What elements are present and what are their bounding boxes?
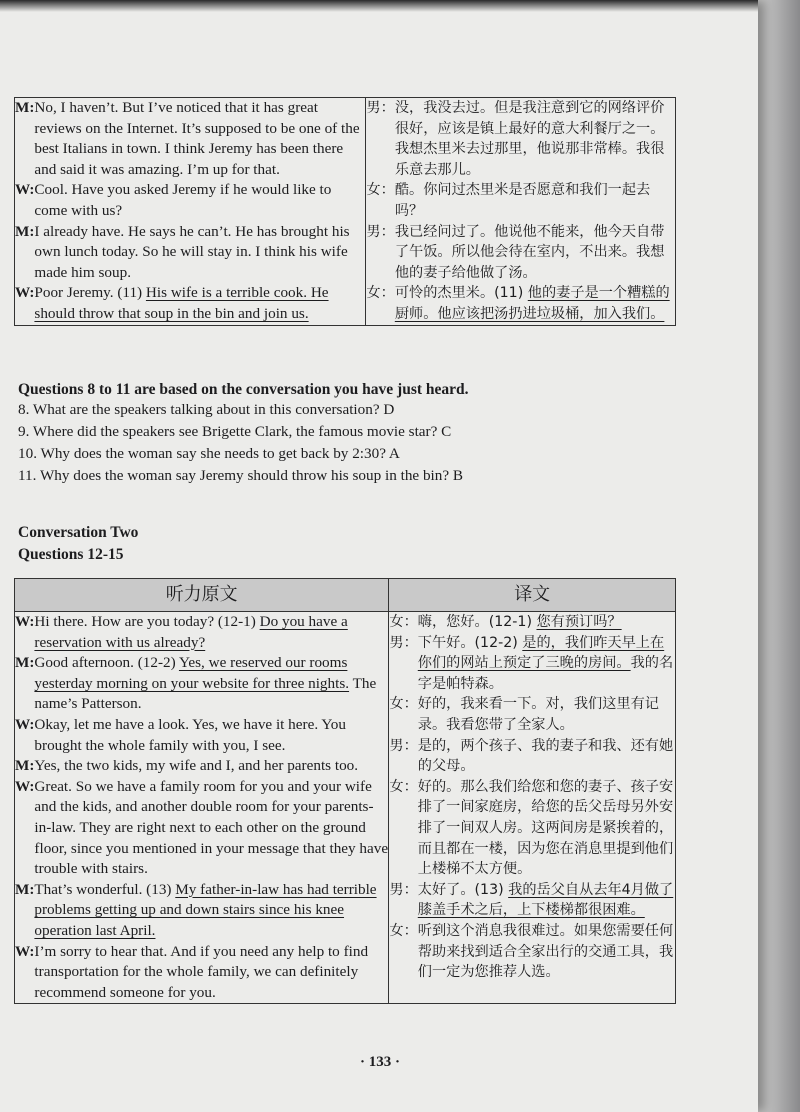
text-run: 酷。你问过杰里米是否愿意和我们一起去吗？ [394,182,651,219]
english-column [15,98,366,326]
dialogue-text [418,612,675,633]
header-original: 听力原文 [15,579,389,612]
speaker-label: M: [15,880,35,898]
underlined-answer: His wife is a terrible cook. He should throw that soup in the bin and join us. [34,284,329,322]
underlined-answer: 我的岳父自从去年4月做了膝盖手术之后，上下楼梯都很困难。 [417,881,674,919]
text-run: No, I haven’t. But I’ve noticed that it has great reviews on the Internet. It’s supposed to be one of the best Italians in town. I think Jeremy has been there and said it was amazing. I’m up for that. [34,99,360,178]
dialogue-text [34,653,388,715]
speaker-label: 女： [366,285,395,302]
speaker-label: 男： [366,223,395,240]
dialogue-text [34,942,388,1004]
dialogue-text [34,283,365,324]
dialogue-turn [15,98,365,180]
speaker-label: M: [15,222,35,240]
dialogue-text [418,633,675,695]
conversation-questions: Questions 12-15 [18,546,124,563]
dialogue-text [418,921,675,983]
dialogue-turn [366,180,675,221]
dialogue-turn [15,880,388,942]
dialogue-turn [366,98,675,180]
text-run: Yes, the two kids, my wife and I, and her parents too. [34,757,359,775]
dialogue-turn [366,283,675,324]
question-10: 10. Why does the woman say she needs to get back by 2:30? A [18,445,400,462]
dialogue-table-1 [14,97,676,326]
dialogue-text [34,222,365,284]
dialogue-turn [15,942,388,1004]
question-11: 11. Why does the woman say Jeremy should throw his soup in the bin? B [18,467,464,484]
speaker-label: W: [15,777,35,795]
dialogue-text [418,777,675,880]
english-column [15,612,389,1004]
underlined-answer: My father-in-law has had terrible problems getting up and down stairs since his knee operation last April. [34,880,377,939]
dialogue-text [395,180,675,221]
dialogue-text [418,736,675,777]
text-run: Hi there. How are you today? (12-1) [34,613,260,630]
dialogue-text [34,756,388,777]
chinese-column [389,612,676,1004]
dialogue-turn [389,777,675,880]
underlined-answer: 您有预订吗？ [536,614,622,630]
text-run: Good afternoon. (12-2) [34,654,179,672]
question-9: 9. Where did the speakers see Brigette Clark, the famous movie star? C [18,423,452,440]
speaker-label: 男： [389,737,418,754]
text-run: 好的，我来看一下。对，我们这里有记录。我看您带了全家人。 [417,696,659,733]
speaker-label: 女： [389,696,418,713]
text-run: Great. So we have a family room for you and your wife and the kids, and another double room for your parents-in-law. They are right next to each other on the ground floor, since you mentioned in your message that they have trouble with stairs. [34,777,389,878]
text-run: Cool. Have you asked Jeremy if he would like to come with us? [34,181,332,219]
dialogue-turn [15,612,388,653]
speaker-label: W: [15,181,35,199]
speaker-label: M: [15,99,35,116]
speaker-label: 女： [389,922,418,939]
text-run: 嗨，您好。(12-1) [417,614,537,630]
dialogue-turn [389,633,675,695]
underlined-answer: Do you have a reservation with us already? [34,613,348,651]
dialogue-text [34,98,365,180]
dialogue-turn [15,222,365,284]
dialogue-text [418,694,675,735]
text-run: Poor Jeremy. (11) [34,284,146,302]
speaker-label: W: [15,942,35,960]
text-run: 听到这个消息我很难过。如果您需要任何帮助来找到适合全家出行的交通工具，我们一定为您推荐人选。 [417,922,674,981]
dialogue-text [34,777,388,880]
dialogue-turn [389,880,675,921]
text-run: 可怜的杰里米。(11) [394,285,528,302]
dialogue-text [395,222,675,284]
speaker-label: 男： [389,881,418,898]
dialogue-turn [15,756,388,777]
speaker-label: M: [15,757,35,775]
speaker-label: 男： [389,634,418,651]
text-run: 好的。那么我们给您和您的妻子、孩子安排了一间家庭房，给您的岳父岳母另外安排了一间双人房。这两间房是紧挨着的，而且都在一楼，因为您在消息里提到他们上楼梯不太方便。 [417,778,674,878]
dialogue-table-2 [14,578,676,1004]
questions-heading: Questions 8 to 11 are based on the conversation you have just heard. [18,381,469,398]
underlined-answer: 是的，我们昨天早上在你们的网站上预定了三晚的房间。 [417,634,665,672]
dialogue-turn [389,921,675,983]
underlined-answer: Yes, we reserved our rooms yesterday morning on your website for three nights. [34,654,350,692]
top-shadow [0,0,758,12]
dialogue-text [34,880,388,942]
dialogue-turn [389,612,675,633]
text-run: I already have. He says he can’t. He has brought his own lunch today. So he will stay in. I think his wife made him soup. [34,222,350,281]
dialogue-text [395,283,675,324]
dialogue-turn [389,694,675,735]
dialogue-turn [15,180,365,221]
speaker-label: M: [15,654,35,672]
page-number: · 133 · [360,1054,401,1070]
dialogue-text [395,98,675,180]
text-run: 没，我没去过。但是我注意到它的网络评价很好，应该是镇上最好的意大利餐厅之一。我想杰里米去过那里，他说那非常棒。我很乐意去那儿。 [394,100,665,178]
speaker-label: 女： [366,182,395,199]
chinese-column [366,98,676,326]
dialogue-turn [15,653,388,715]
conversation-title: Conversation Two [18,524,139,541]
speaker-label: 男： [366,100,395,116]
text-run: 我已经问过了。他说他不能来，他今天自带了午饭。所以他会待在室内，不出来。我想他的妻子给他做了汤。 [394,223,665,281]
speaker-label: 女： [389,614,418,630]
text-run: 我的名字是帕特森。 [417,655,674,692]
speaker-label: W: [15,613,35,630]
text-run: Okay, let me have a look. Yes, we have it here. You brought the whole family with you, I see. [34,715,346,754]
dialogue-text [418,880,675,921]
speaker-label: W: [15,715,35,733]
header-translation: 译文 [389,579,676,612]
question-8: 8. What are the speakers talking about in this conversation? D [18,401,395,418]
dialogue-turn [15,715,388,756]
text-run: I’m sorry to hear that. And if you need any help to find transportation for the whole family, we can definitely recommend someone for you. [34,942,369,1001]
text-run: 是的，两个孩子、我的妻子和我、还有她的父母。 [417,737,674,775]
text-run: 下午好。(12-2) [417,634,523,651]
dialogue-text [34,180,365,221]
dialogue-turn [15,777,388,880]
text-run: 太好了。(13) [417,881,509,898]
underlined-answer: 他的妻子是一个糟糕的厨师。他应该把汤扔进垃圾桶，加入我们。 [394,285,670,322]
text-run: That’s wonderful. (13) [34,880,176,898]
speaker-label: 女： [389,778,418,795]
text-run: The name’s Patterson. [34,674,377,713]
dialogue-turn [366,222,675,284]
dialogue-turn [389,736,675,777]
dialogue-text [34,612,388,653]
speaker-label: W: [15,284,35,302]
dialogue-turn [15,283,365,324]
dialogue-text [34,715,388,756]
